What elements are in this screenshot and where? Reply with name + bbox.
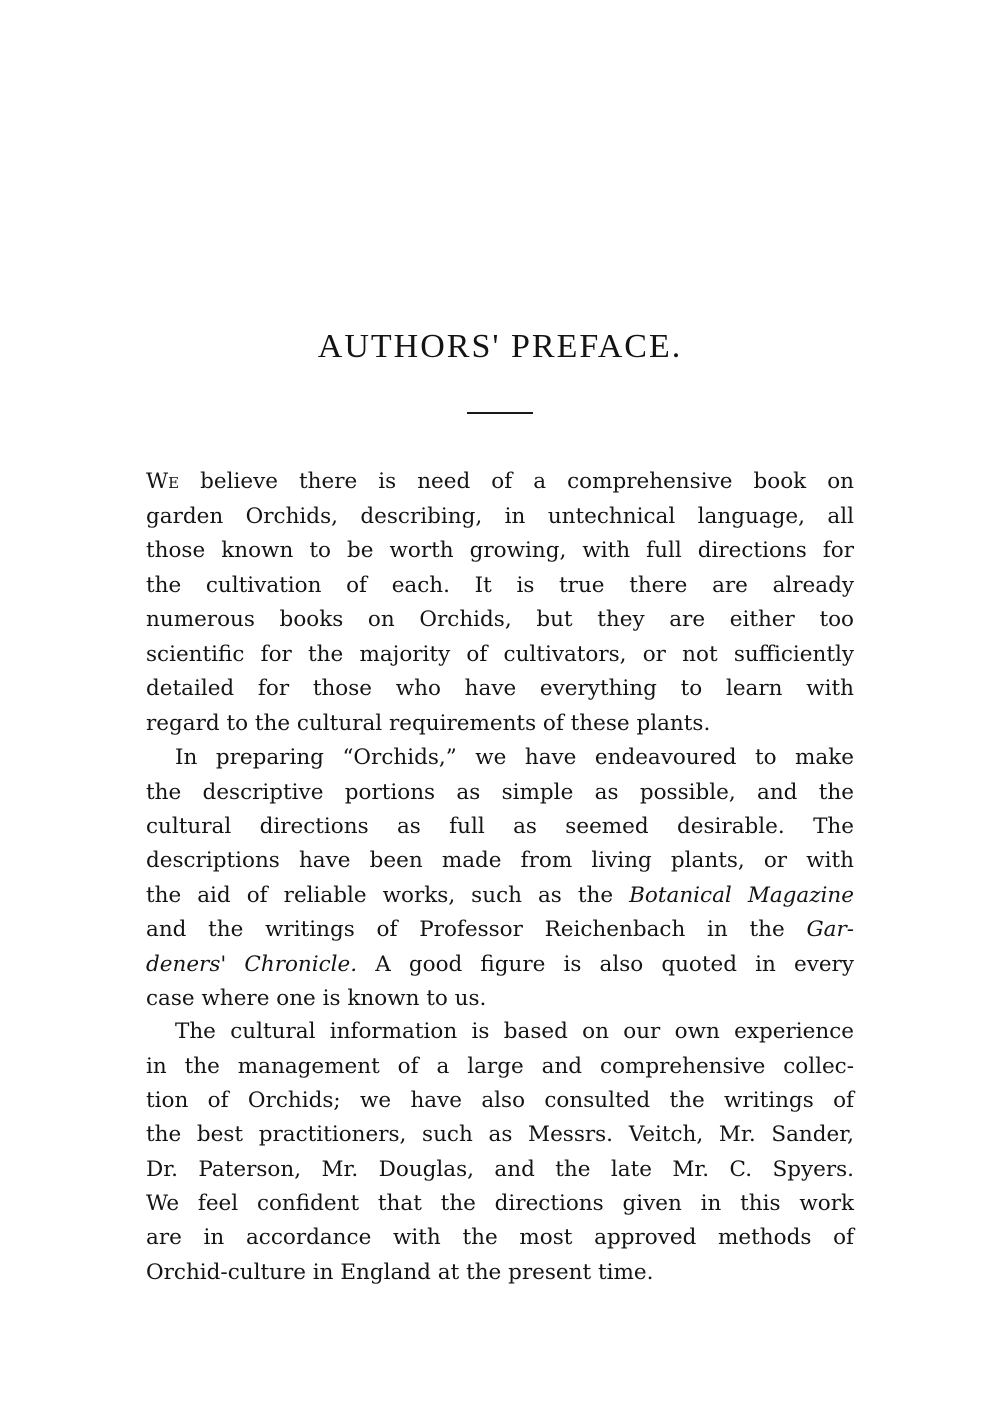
text-line: scientific for the majority of cultivators, or not sufficiently: [146, 642, 854, 667]
page-title: AUTHORS' PREFACE.: [317, 328, 683, 365]
italic-title: Gar-: [806, 917, 854, 942]
text-line: case where one is known to us.: [146, 986, 487, 1011]
text-line: regard to the cultural requirements of these plants.: [146, 711, 711, 736]
text-line: cultural directions as full as seemed desirable. The: [146, 814, 854, 839]
text-line: In preparing “Orchids,” we have endeavoured to make: [175, 745, 854, 770]
text-line: the cultivation of each. It is true there are already: [146, 573, 854, 598]
text-line: [146, 881, 854, 911]
italic-title: deners' Chronicle.: [146, 952, 358, 977]
text-line: garden Orchids, describing, in untechnical language, all: [146, 504, 854, 529]
text-line: We feel confident that the directions given in this work: [146, 1191, 854, 1216]
text-line: are in accordance with the most approved methods of: [146, 1225, 854, 1250]
text-line: numerous books on Orchids, but they are either too: [146, 607, 854, 632]
text-span: the aid of reliable works, such as the: [146, 883, 630, 908]
text-line: those known to be worth growing, with full directions for: [146, 538, 854, 563]
text-line: [146, 915, 854, 945]
text-line: Dr. Paterson, Mr. Douglas, and the late Mr. C. Spyers.: [146, 1157, 854, 1182]
text-span: A good figure is also quoted in every: [357, 952, 854, 977]
text-line: in the management of a large and comprehensive collec-: [146, 1054, 854, 1079]
text-span: believe there is need of a comprehensive book on: [179, 469, 854, 494]
title-divider: [467, 412, 533, 414]
text-line: the descriptive portions as simple as possible, and the: [146, 780, 854, 805]
text-line: detailed for those who have everything to learn with: [146, 676, 854, 701]
text-line: tion of Orchids; we have also consulted the writings of: [146, 1088, 854, 1113]
text-span: and the writings of Professor Reichenbach in the: [146, 917, 807, 942]
text-line: Orchid-culture in England at the present time.: [146, 1260, 654, 1285]
text-line: The cultural information is based on our own experience: [175, 1019, 854, 1044]
text-line: descriptions have been made from living plants, or with: [146, 848, 854, 873]
text-line: the best practitioners, such as Messrs. Veitch, Mr. Sander,: [146, 1122, 854, 1147]
drop-word: We: [146, 469, 180, 494]
italic-title: Botanical Magazine: [629, 883, 855, 908]
text-line: [146, 950, 854, 980]
text-line: [146, 467, 854, 497]
